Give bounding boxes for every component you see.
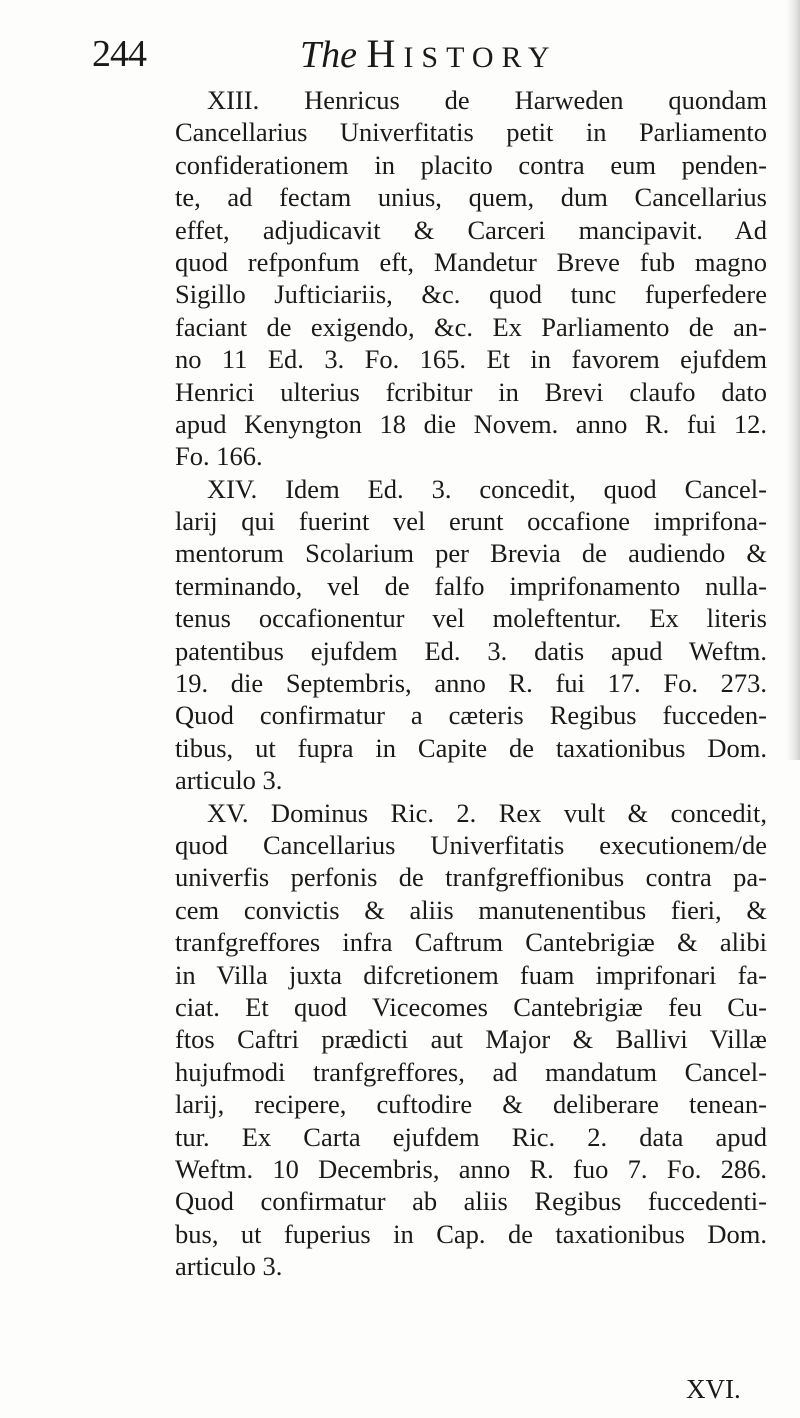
text-line: mentorum Scolarium per Brevia de audiendo &	[175, 538, 767, 569]
text-line: quod Cancellarius Univerfitatis executionem/de	[175, 829, 767, 860]
text-line: apud Kenyngton 18 die Novem. anno R. fui 12.	[175, 408, 767, 439]
text-line: Henrici ulterius fcribitur in Brevi claufo dato	[175, 376, 767, 407]
text-line: bus, ut fuperius in Cap. de taxationibus Dom.	[175, 1218, 767, 1249]
text-line: ciat. Et quod Vicecomes Cantebrigiæ feu Cu-	[175, 991, 767, 1022]
text-line: no 11 Ed. 3. Fo. 165. Et in favorem ejufdem	[175, 344, 767, 375]
text-line: effet, adjudicavit & Carceri mancipavit. Ad	[175, 214, 767, 245]
text-line: te, ad fectam unius, quem, dum Cancellarius	[175, 182, 767, 213]
text-line: articulo 3.	[175, 765, 283, 796]
text-line: tranfgreffores infra Caftrum Cantebrigiæ & alibi	[175, 927, 767, 958]
text-line: 19. die Septembris, anno R. fui 17. Fo. 273.	[175, 668, 767, 699]
text-line: univerfis perfonis de tranfgreffionibus contra pa-	[175, 862, 767, 893]
text-line: Fo. 166.	[175, 441, 263, 472]
catchword: XVI.	[686, 1374, 741, 1404]
text-line: tenus occafionentur vel moleftentur. Ex literis	[175, 603, 767, 634]
running-head	[300, 31, 558, 78]
text-line: Cancellarius Univerfitatis petit in Parliamento	[175, 117, 767, 148]
text-line: larij, recipere, cuftodire & deliberare tenean-	[175, 1089, 767, 1120]
body-text	[175, 84, 767, 1282]
text-line: confiderationem in placito contra eum penden-	[175, 149, 767, 180]
text-line: XIII. Henricus de Harweden quondam	[207, 85, 767, 115]
page-number: 244	[92, 33, 146, 75]
text-line: XIV. Idem Ed. 3. concedit, quod Cancel-	[207, 473, 767, 504]
text-line: Quod confirmatur ab aliis Regibus fuccedenti-	[175, 1186, 767, 1217]
text-line: faciant de exigendo, &c. Ex Parliamento de an-	[175, 311, 767, 342]
text-line: in Villa juxta difcretionem fuam imprifonari fa-	[175, 959, 767, 990]
text-line: ftos Caftri prædicti aut Major & Ballivi Villæ	[175, 1024, 767, 1055]
text-line: XV. Dominus Ric. 2. Rex vult & concedit,	[207, 797, 767, 828]
text-line: articulo 3.	[175, 1251, 283, 1282]
text-line: hujufmodi tranfgreffores, ad mandatum Cancel-	[175, 1056, 767, 1087]
page-header	[92, 31, 782, 84]
text-line: terminando, vel de falfo imprifonamento nulla-	[175, 570, 767, 601]
text-line: Weftm. 10 Decembris, anno R. fuo 7. Fo. 286.	[175, 1153, 767, 1184]
text-line: Quod confirmatur a cæteris Regibus fucceden-	[175, 700, 767, 731]
text-line: larij qui fuerint vel erunt occafione imprifona-	[175, 506, 767, 537]
text-line: tibus, ut fupra in Capite de taxationibus Dom.	[175, 732, 767, 763]
page-edge-shadow	[786, 0, 800, 760]
text-line: quod refponfum eft, Mandetur Breve fub magno	[175, 246, 767, 277]
running-head-caps: HISTORY	[366, 31, 558, 76]
text-line: cem convictis & aliis manutenentibus fieri, &	[175, 894, 767, 925]
text-line: patentibus ejufdem Ed. 3. datis apud Weftm.	[175, 635, 767, 666]
text-line: tur. Ex Carta ejufdem Ric. 2. data apud	[175, 1121, 767, 1152]
text-line: Sigillo Jufticiariis, &c. quod tunc fuperfedere	[175, 279, 767, 310]
running-head-italic: The	[300, 34, 357, 76]
